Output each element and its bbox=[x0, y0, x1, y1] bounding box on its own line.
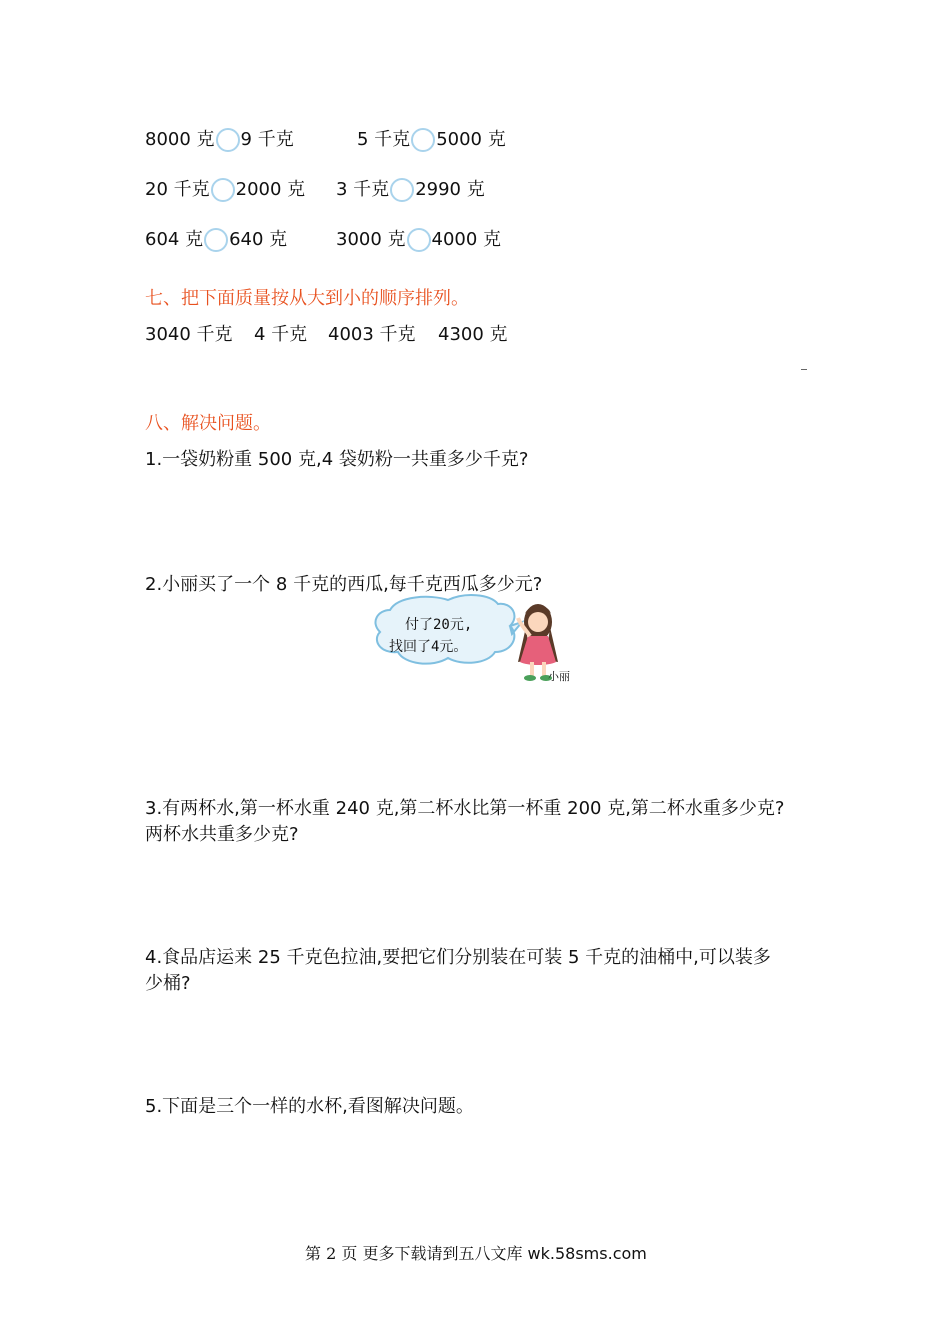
compare-circle[interactable] bbox=[211, 178, 235, 202]
question-2: 2.小丽买了一个 8 千克的西瓜,每千克西瓜多少元? bbox=[145, 574, 543, 595]
compare-row-3-right bbox=[336, 228, 501, 252]
compare-circle[interactable] bbox=[407, 228, 431, 252]
compare-value: 8000 克 bbox=[145, 129, 215, 150]
question-5: 5.下面是三个一样的水杯,看图解决问题。 bbox=[145, 1096, 474, 1117]
footer-site-link[interactable]: wk.58sms.com bbox=[527, 1244, 647, 1263]
section-7-heading: 七、把下面质量按从大到小的顺序排列。 bbox=[145, 288, 469, 309]
order-item: 4003 千克 bbox=[328, 324, 416, 345]
girl-name-label: 小丽 bbox=[548, 670, 570, 683]
footer-page-text: 第 2 页 更多下载请到五八文库 bbox=[305, 1244, 523, 1263]
section-8-heading: 八、解决问题。 bbox=[145, 413, 271, 434]
compare-value: 20 千克 bbox=[145, 179, 210, 200]
compare-value: 3 千克 bbox=[336, 179, 390, 200]
order-item: 3040 千克 bbox=[145, 324, 233, 345]
question-3-line-1: 3.有两杯水,第一杯水重 240 克,第二杯水比第一杯重 200 克,第二杯水重多少克? bbox=[145, 798, 785, 819]
compare-value: 4000 克 bbox=[431, 229, 502, 250]
divider-mark bbox=[801, 369, 807, 370]
bubble-text-line-1: 付了20元, bbox=[405, 617, 473, 633]
compare-value: 3000 克 bbox=[336, 229, 406, 250]
compare-row-3-left bbox=[145, 228, 287, 252]
order-item: 4300 克 bbox=[438, 324, 508, 345]
page-footer bbox=[305, 1244, 647, 1264]
compare-row-2-left bbox=[145, 178, 305, 202]
compare-value: 5 千克 bbox=[357, 129, 411, 150]
compare-value: 2990 克 bbox=[415, 179, 485, 200]
compare-circle[interactable] bbox=[204, 228, 228, 252]
compare-row-1-left bbox=[145, 128, 294, 152]
compare-value: 9 千克 bbox=[240, 129, 294, 150]
compare-value: 5000 克 bbox=[436, 129, 506, 150]
compare-row-1-right bbox=[357, 128, 506, 152]
question-1: 1.一袋奶粉重 500 克,4 袋奶粉一共重多少千克? bbox=[145, 449, 529, 470]
bubble-text-line-2: 找回了4元。 bbox=[389, 639, 468, 655]
question-3-line-2: 两杯水共重多少克? bbox=[145, 824, 299, 845]
compare-circle[interactable] bbox=[390, 178, 414, 202]
question-4-line-2: 少桶? bbox=[145, 973, 191, 994]
compare-value: 604 克 bbox=[145, 229, 204, 250]
compare-circle[interactable] bbox=[411, 128, 435, 152]
order-item: 4 千克 bbox=[254, 324, 308, 345]
question-4-line-1: 4.食品店运来 25 千克色拉油,要把它们分别装在可装 5 千克的油桶中,可以装多 bbox=[145, 947, 771, 968]
compare-value: 640 克 bbox=[229, 229, 288, 250]
compare-value: 2000 克 bbox=[235, 179, 306, 200]
compare-row-2-right bbox=[336, 178, 485, 202]
compare-circle[interactable] bbox=[216, 128, 240, 152]
